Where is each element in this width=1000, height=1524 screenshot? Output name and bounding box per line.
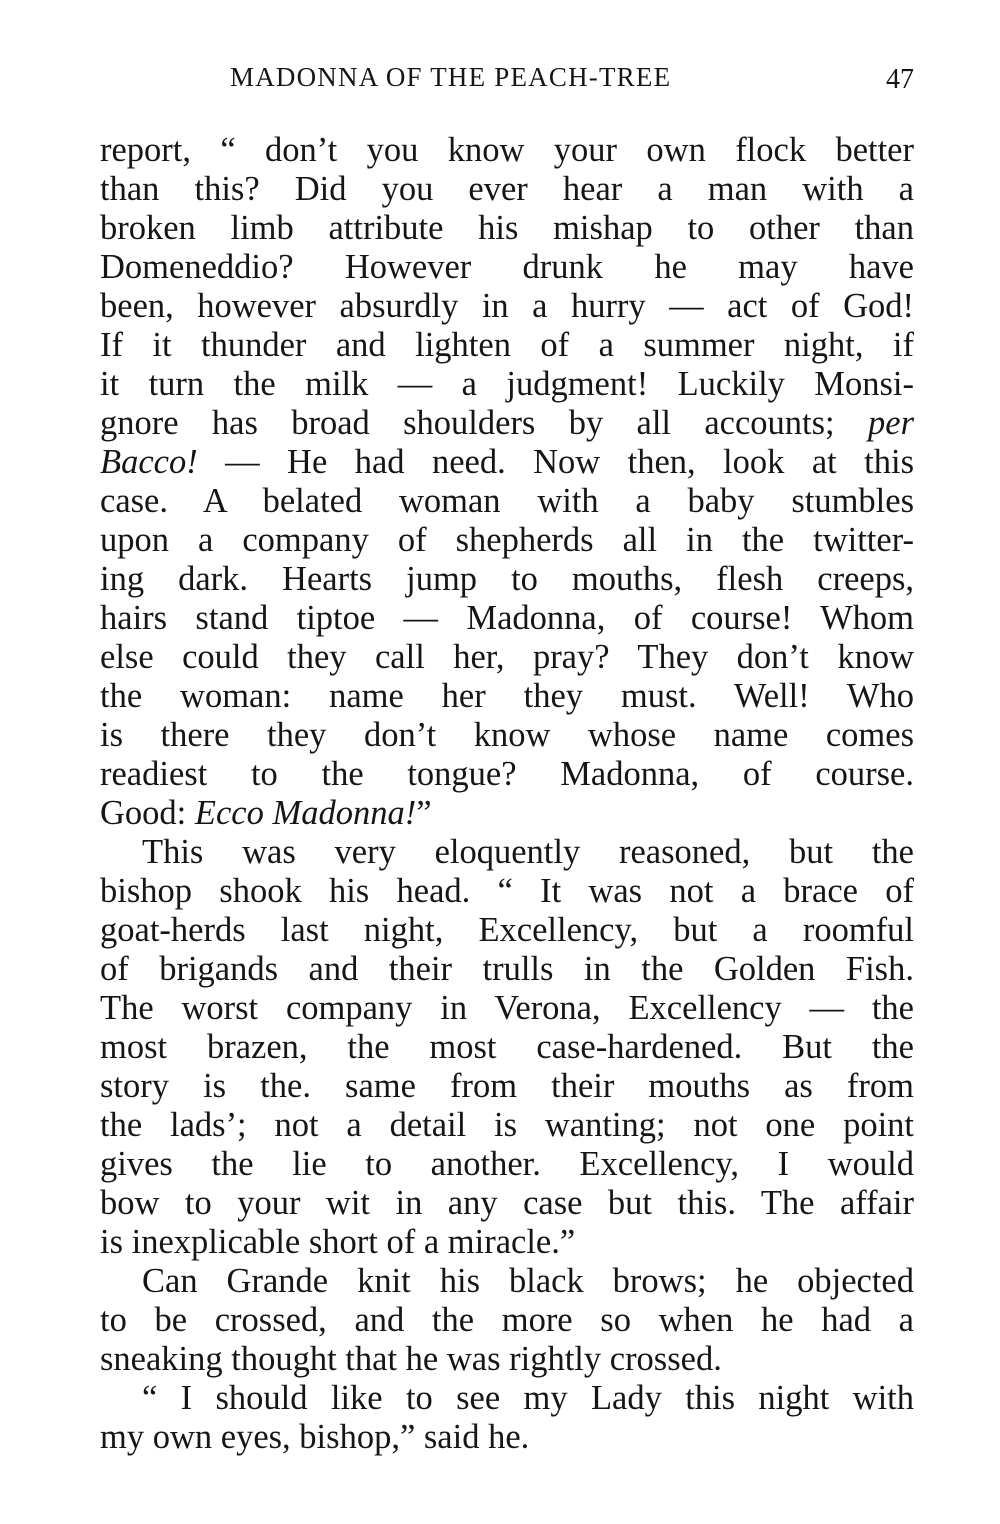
text-line: the lads’; not a detail is wanting; not one point: [100, 1106, 914, 1144]
page-number: 47: [886, 64, 914, 95]
text-line: case. A belated woman with a baby stumbles: [100, 482, 914, 520]
text-line: [100, 443, 914, 482]
text-line: If it thunder and lighten of a summer night, if: [100, 326, 914, 364]
text-line: my own eyes, bishop,” said he.: [100, 1418, 530, 1456]
text-line: [100, 404, 914, 443]
text-line: most brazen, the most case-hardened. But the: [100, 1028, 914, 1066]
text-line: Domeneddio? However drunk he may have: [100, 248, 914, 286]
body-text: [100, 131, 914, 1457]
text-line: upon a company of shepherds all in the twitter-: [100, 521, 914, 559]
text-line: The worst company in Verona, Excellency — the: [100, 989, 914, 1027]
text-line: of brigands and their trulls in the Golden Fish.: [100, 950, 914, 988]
text-line: report, “ don’t you know your own flock better: [100, 131, 914, 169]
text-segment: Good:: [100, 794, 195, 832]
text-line: is inexplicable short of a miracle.”: [100, 1223, 576, 1261]
text-line: bishop shook his head. “ It was not a brace of: [100, 872, 914, 910]
text-segment: gnore has broad shoulders by all accounts;: [100, 404, 835, 442]
text-line: hairs stand tiptoe — Madonna, of course! Whom: [100, 599, 914, 637]
text-line: than this? Did you ever hear a man with a: [100, 170, 914, 208]
text-line: “ I should like to see my Lady this night with: [142, 1379, 914, 1417]
running-head: [100, 62, 914, 98]
italic-phrase: Ecco Madonna!: [194, 794, 417, 832]
text-line: readiest to the tongue? Madonna, of course.: [100, 755, 914, 793]
text-line: else could they call her, pray? They don’t know: [100, 638, 914, 676]
text-line: broken limb attribute his mishap to other than: [100, 209, 914, 247]
text-line: story is the. same from their mouths as from: [100, 1067, 914, 1105]
italic-phrase: Bacco!: [100, 443, 198, 481]
text-line: to be crossed, and the more so when he had a: [100, 1301, 914, 1339]
text-line: goat-herds last night, Excellency, but a roomful: [100, 911, 914, 949]
text-line: Can Grande knit his black brows; he objected: [142, 1262, 914, 1300]
text-line: it turn the milk — a judgment! Luckily Monsi-: [100, 365, 914, 403]
text-line: ing dark. Hearts jump to mouths, flesh creeps,: [100, 560, 914, 598]
text-line: been, however absurdly in a hurry — act of God!: [100, 287, 914, 325]
text-line: the woman: name her they must. Well! Who: [100, 677, 914, 715]
text-line: bow to your wit in any case but this. The affair: [100, 1184, 914, 1222]
closing-quote: ”: [416, 794, 432, 832]
text-line: sneaking thought that he was rightly crossed.: [100, 1340, 722, 1378]
running-title: MADONNA OF THE PEACH-TREE: [230, 62, 672, 92]
text-line: [100, 794, 914, 833]
italic-phrase: per: [868, 404, 914, 442]
text-line: gives the lie to another. Excellency, I would: [100, 1145, 914, 1183]
text-line: is there they don’t know whose name comes: [100, 716, 914, 754]
text-line: This was very eloquently reasoned, but the: [142, 833, 914, 871]
text-segment: — He had need. Now then, look at this: [197, 443, 914, 481]
